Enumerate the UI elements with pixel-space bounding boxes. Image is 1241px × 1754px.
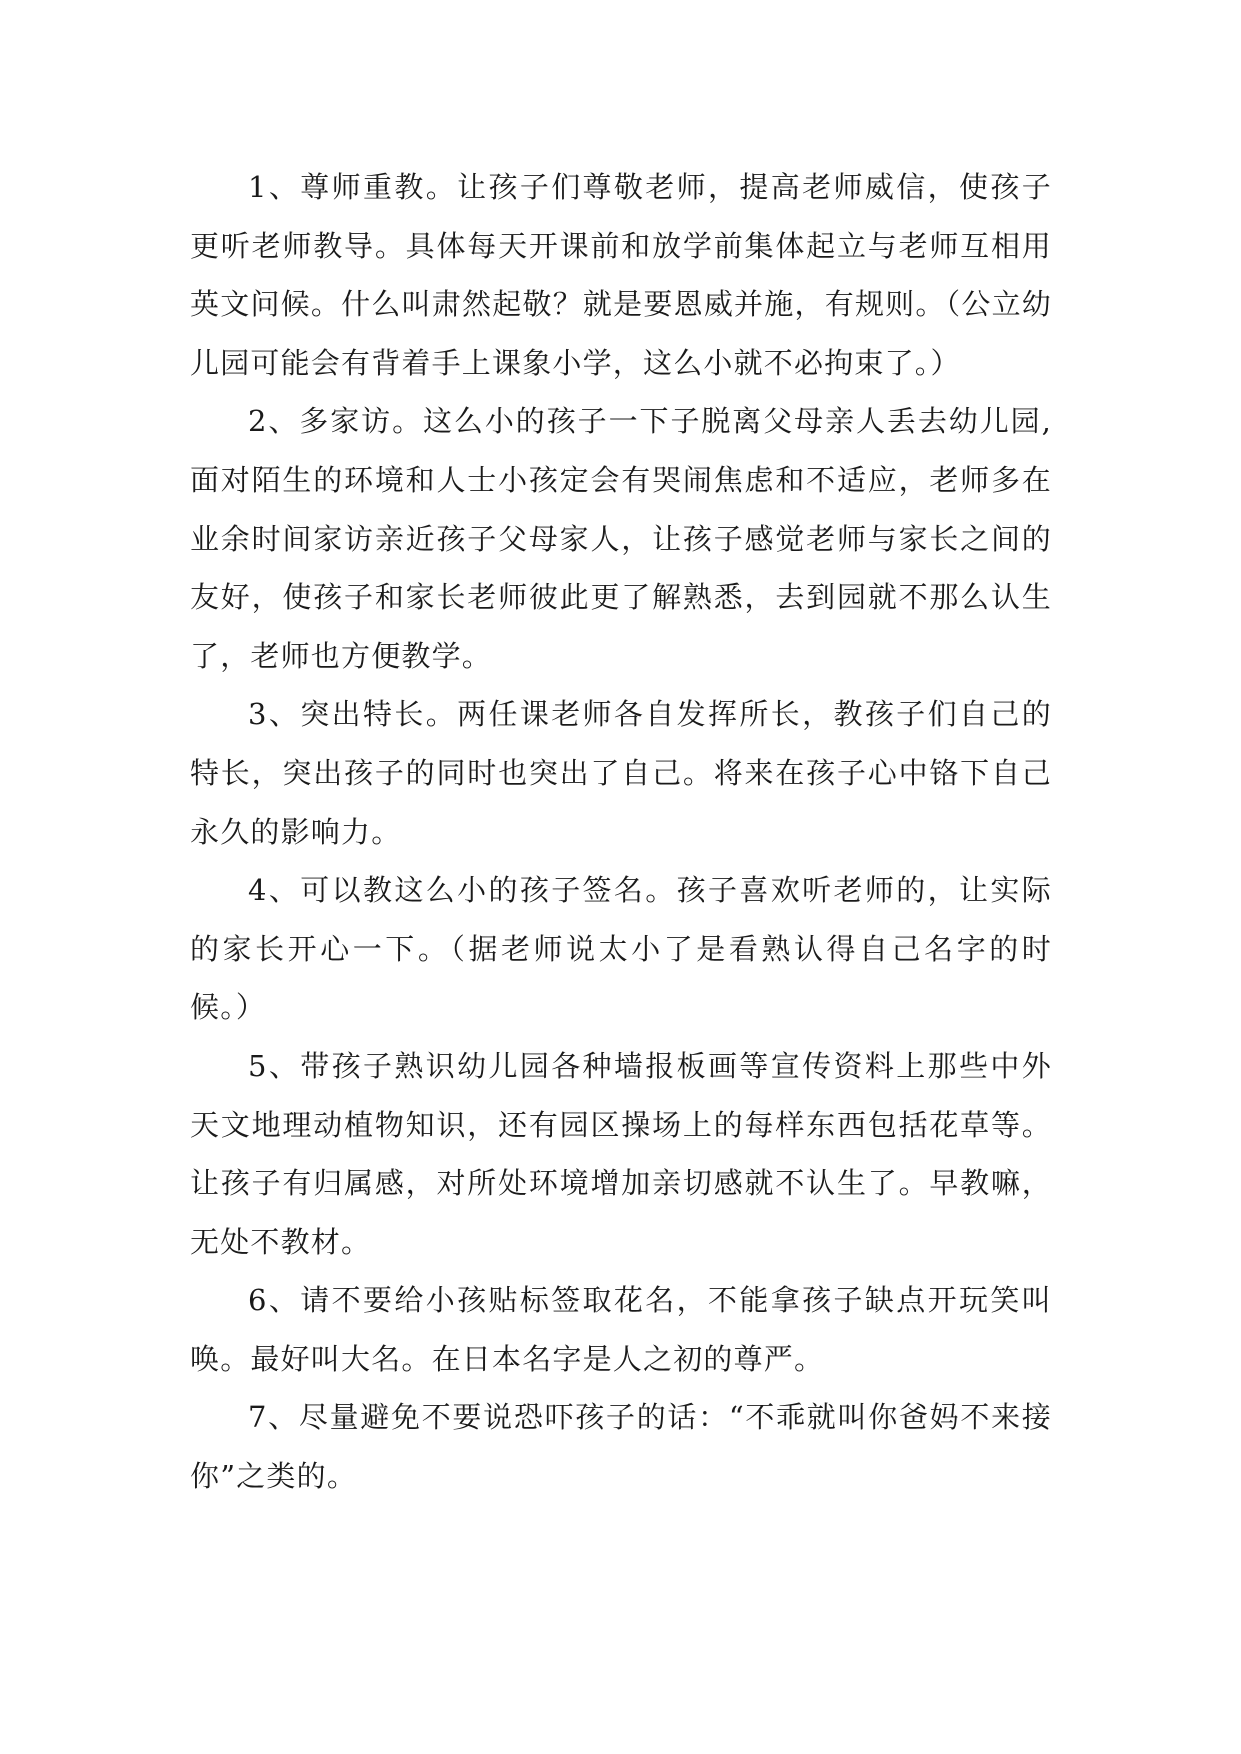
paragraph-1: 1、尊师重教。让孩子们尊敬老师，提高老师威信，使孩子更听老师教导。具体每天开课前和放学前集体起立与老师互相用英文问候。什么叫肃然起敬？就是要恩威并施，有规则。（公立幼儿园可能会有背着手上课象小学，这么小就不必拘束了。）: [190, 170, 1052, 380]
paragraph-6: 6、请不要给小孩贴标签取花名，不能拿孩子缺点开玩笑叫唤。最好叫大名。在日本名字是人之初的尊严。: [190, 1283, 1052, 1376]
paragraph-3: 3、突出特长。两任课老师各自发挥所长，教孩子们自己的特长，突出孩子的同时也突出了自己。将来在孩子心中铬下自己永久的影响力。: [190, 697, 1052, 849]
paragraph-5: 5、带孩子熟识幼儿园各种墙报板画等宣传资料上那些中外天文地理动植物知识，还有园区操场上的每样东西包括花草等。让孩子有归属感，对所处环境增加亲切感就不认生了。早教嘛，无处不教材。: [190, 1048, 1052, 1259]
paragraph-7: 7、尽量避免不要说恐吓孩子的话：“不乖就叫你爸妈不来接你”之类的。: [190, 1400, 1052, 1494]
paragraph-4: 4、可以教这么小的孩子签名。孩子喜欢听老师的，让实际的家长开心一下。（据老师说太小了是看熟认得自己名字的时候。）: [190, 873, 1052, 1025]
document-body: [190, 158, 1052, 1506]
paragraph-2: 2、多家访。这么小的孩子一下子脱离父母亲人丢去幼儿园,面对陌生的环境和人士小孩定会有哭闹焦虑和不适应，老师多在业余时间家访亲近孩子父母家人，让孩子感觉老师与家长之间的友好，使孩子和家长老师彼此更了解熟悉，去到园就不那么认生了，老师也方便教学。: [190, 404, 1052, 673]
